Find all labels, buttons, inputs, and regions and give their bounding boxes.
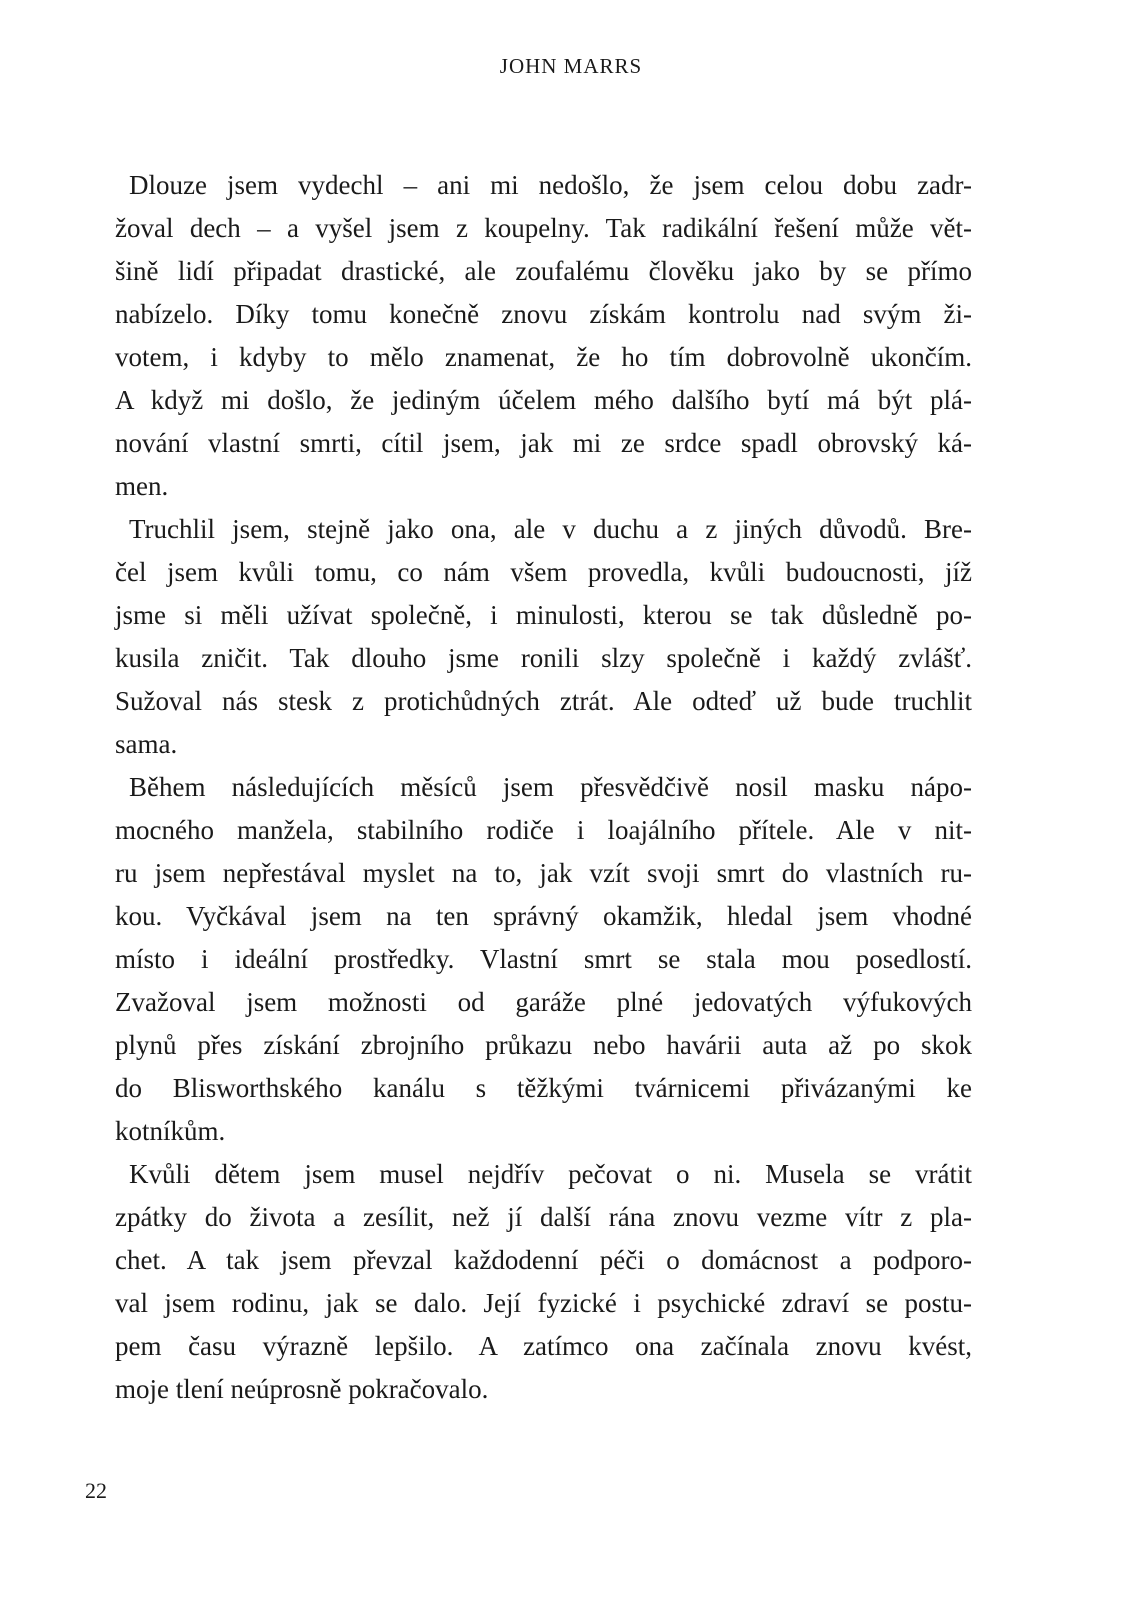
- text-line: čel jsem kvůli tomu, co nám všem provedla, kvůli budoucnosti, jíž: [115, 557, 972, 587]
- text-line: žoval dech – a vyšel jsem z koupelny. Tak radikální řešení může vět-: [115, 213, 972, 243]
- text-line: men.: [115, 471, 169, 501]
- page-number: 22: [85, 1478, 107, 1503]
- text-line: Dlouze jsem vydechl – ani mi nedošlo, že jsem celou dobu zadr-: [129, 170, 972, 200]
- paragraph: [115, 508, 972, 766]
- text-line: Sužoval nás stesk z protichůdných ztrát. Ale odteď už bude truchlit: [115, 686, 972, 716]
- paragraph: [115, 766, 972, 1153]
- text-line: Kvůli dětem jsem musel nejdřív pečovat o ni. Musela se vrátit: [129, 1159, 972, 1189]
- text-line: nování vlastní smrti, cítil jsem, jak mi ze srdce spadl obrovský ká-: [115, 428, 972, 458]
- running-header-author: JOHN MARRS: [499, 54, 643, 78]
- text-line: kou. Vyčkával jsem na ten správný okamžik, hledal jsem vhodné: [115, 901, 972, 931]
- text-line: Zvažoval jsem možnosti od garáže plné jedovatých výfukových: [115, 987, 972, 1017]
- paragraph: [115, 1153, 972, 1411]
- text-line: Truchlil jsem, stejně jako ona, ale v duchu a z jiných důvodů. Bre-: [129, 514, 972, 544]
- text-line: votem, i kdyby to mělo znamenat, že ho tím dobrovolně ukončím.: [115, 342, 972, 372]
- text-line: sama.: [115, 729, 178, 759]
- text-line: chet. A tak jsem převzal každodenní péči o domácnost a podporo-: [115, 1245, 972, 1275]
- text-line: do Blisworthského kanálu s těžkými tvárnicemi přivázanými ke: [115, 1073, 972, 1103]
- text-line: moje tlení neúprosně pokračovalo.: [115, 1374, 489, 1404]
- text-line: pem času výrazně lepšilo. A zatímco ona začínala znovu kvést,: [115, 1331, 972, 1361]
- text-line: kotníkům.: [115, 1116, 226, 1146]
- text-line: mocného manžela, stabilního rodiče i loajálního přítele. Ale v nit-: [115, 815, 972, 845]
- text-line: plynů přes získání zbrojního průkazu nebo havárii auta až po skok: [115, 1030, 972, 1060]
- text-line: Během následujících měsíců jsem přesvědčivě nosil masku nápo-: [129, 772, 972, 802]
- text-line: šině lidí připadat drastické, ale zoufalému člověku jako by se přímo: [115, 256, 972, 286]
- paragraph: [115, 164, 972, 508]
- body-text: [115, 164, 972, 1411]
- text-line: jsme si měli užívat společně, i minulosti, kterou se tak důsledně po-: [115, 600, 972, 630]
- text-line: místo i ideální prostředky. Vlastní smrt se stala mou posedlostí.: [115, 944, 972, 974]
- text-line: ru jsem nepřestával myslet na to, jak vzít svoji smrt do vlastních ru-: [115, 858, 972, 888]
- text-line: kusila zničit. Tak dlouho jsme ronili slzy společně i každý zvlášť.: [115, 643, 972, 673]
- text-line: zpátky do života a zesílit, než jí další rána znovu vezme vítr z pla-: [115, 1202, 972, 1232]
- text-line: nabízelo. Díky tomu konečně znovu získám kontrolu nad svým ži-: [115, 299, 972, 329]
- text-line: val jsem rodinu, jak se dalo. Její fyzické i psychické zdraví se postu-: [115, 1288, 972, 1318]
- text-line: A když mi došlo, že jediným účelem mého dalšího bytí má být plá-: [115, 385, 972, 415]
